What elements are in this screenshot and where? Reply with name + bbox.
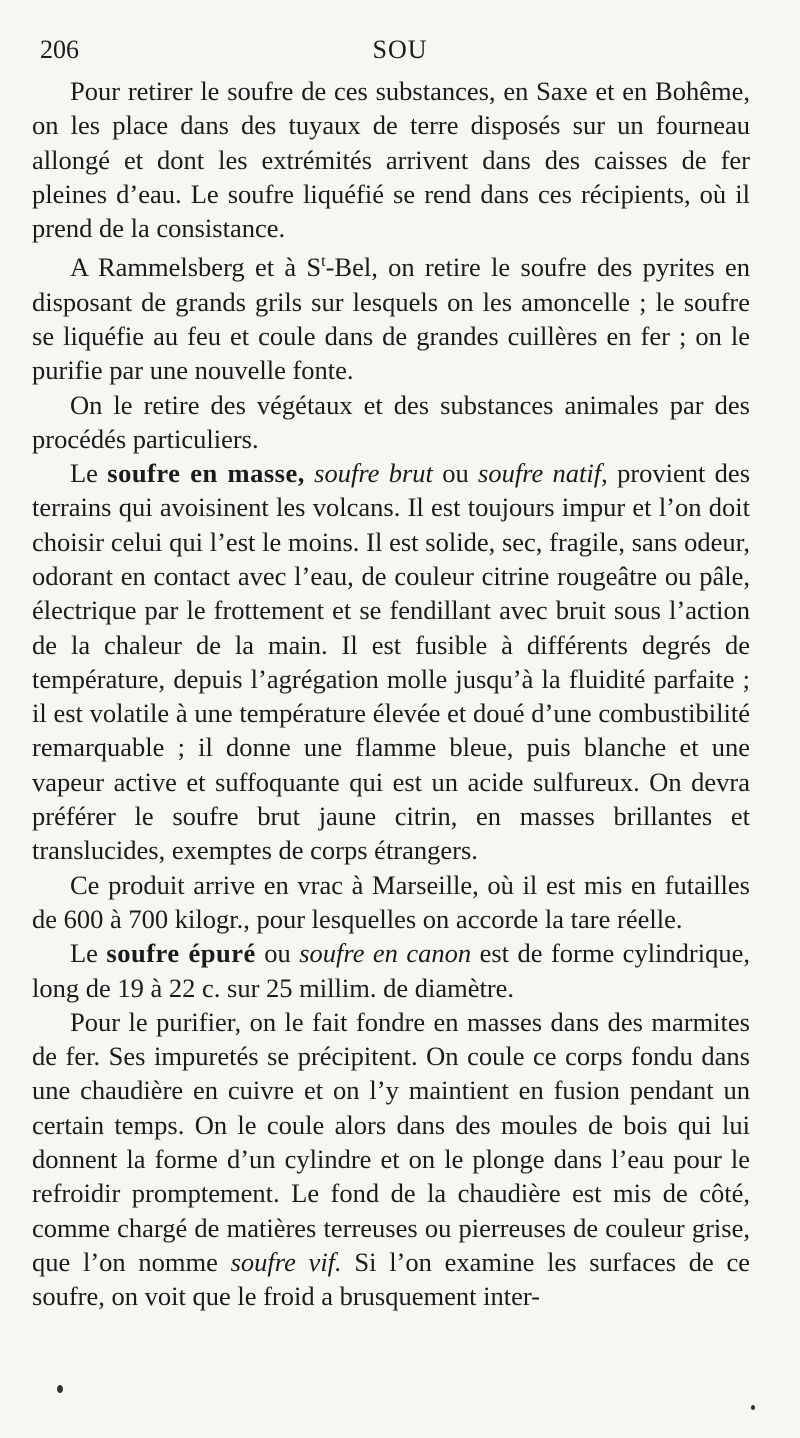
- paragraph-text: Le: [70, 458, 108, 489]
- paragraph-text: [305, 458, 314, 488]
- paragraph-3: [32, 388, 750, 457]
- paragraph-text: ou: [432, 458, 478, 489]
- running-head: SOU: [372, 35, 428, 64]
- paragraph-7: [32, 1005, 750, 1314]
- paragraph-1: [32, 74, 750, 245]
- paragraph-text: Ce produit arrive en vrac à Marseille, où il est mis en futailles de 600 à 700 kilogr., pour lesquelles on accorde la tare réelle.: [32, 869, 750, 934]
- term-italic: soufre en canon: [299, 938, 472, 969]
- paragraph-4: [32, 456, 750, 868]
- ink-speck: [57, 1385, 63, 1393]
- term-italic: soufre brut: [314, 458, 433, 489]
- page-header: [40, 32, 760, 68]
- paragraph-6: [32, 936, 750, 1005]
- paragraph-5: [32, 868, 750, 937]
- paragraph-2: [32, 245, 750, 387]
- page-number: 206: [40, 35, 79, 64]
- paragraph-text: -Bel, on retire le soufre des pyrites en disposant de grands grils sur lesquels on les amoncelle ; le soufre se liquéfie au feu et coule dans de grandes cuillères en fer ; on le purifie par une nouvelle fonte.: [32, 252, 750, 386]
- paragraph-text: A Rammelsberg et à S: [70, 252, 322, 283]
- paragraph-text: Pour retirer le soufre de ces substances, en Saxe et en Bohême, on les place dans des tuyaux de terre disposés sur un fourneau allongé et dont les extrémités arrivent dans des caisses de fer pleines d’eau. Le soufre liquéfié se rend dans ces récipients, où il prend de la consistance.: [32, 76, 750, 244]
- ink-speck: [751, 1405, 755, 1410]
- term-italic: soufre natif,: [478, 458, 608, 489]
- paragraph-text: ou: [255, 938, 300, 969]
- paragraph-text: provient des terrains qui avoisinent les volcans. Il est toujours impur et l’on doit choisir celui qui l’est le moins. Il est solide, sec, fragile, sans odeur, odorant en contact avec l’eau, de couleur citrine rougeâtre ou pâle, électrique par le frottement et se fendillant avec bruit sous l’action de la chaleur de la main. Il est fusible à différents degrés de température, depuis l’agrégation molle jusqu’à la fluidité parfaite ; il est volatile à une température élevée et doué d’une combustibilité remarquable ; il donne une flamme bleue, puis blanche et une vapeur active et suffoquante qui est un acide sulfureux. On devra préférer le soufre brut jaune citrin, en masses brillantes et translucides, exemptes de corps étrangers.: [32, 458, 751, 866]
- paragraph-text: est de forme cylindrique, long de 19 à 22 c. sur 25 millim. de diamètre.: [32, 938, 750, 1003]
- term-italic: soufre vif.: [230, 1246, 342, 1277]
- superscript: t: [321, 253, 326, 271]
- term-bold: soufre épuré: [106, 938, 256, 969]
- paragraph-text: Si l’on examine les surfaces de ce soufre, on voit que le froid a brusquement inter-: [32, 1246, 750, 1312]
- body-text: [32, 74, 750, 1314]
- paragraph-text: Pour le purifier, on le fait fondre en masses dans des marmites de fer. Ses impuretés se précipitent. On coule ce corps fondu dans une chaudière en cuivre et on l’y maintient en fusion pendant un certain temps. On le coule alors dans des moules de bois qui lui donnent la forme d’un cylindre et on le plonge dans l’eau pour le refroidir promptement. Le fond de la chaudière est mis de côté, comme chargé de matières terreuses ou pierreuses de couleur grise, que l’on nomme: [32, 1006, 750, 1277]
- paragraph-text: Le: [70, 938, 107, 969]
- term-bold: soufre en masse,: [107, 458, 305, 489]
- paragraph-text: On le retire des végétaux et des substances animales par des procédés particuliers.: [32, 389, 750, 454]
